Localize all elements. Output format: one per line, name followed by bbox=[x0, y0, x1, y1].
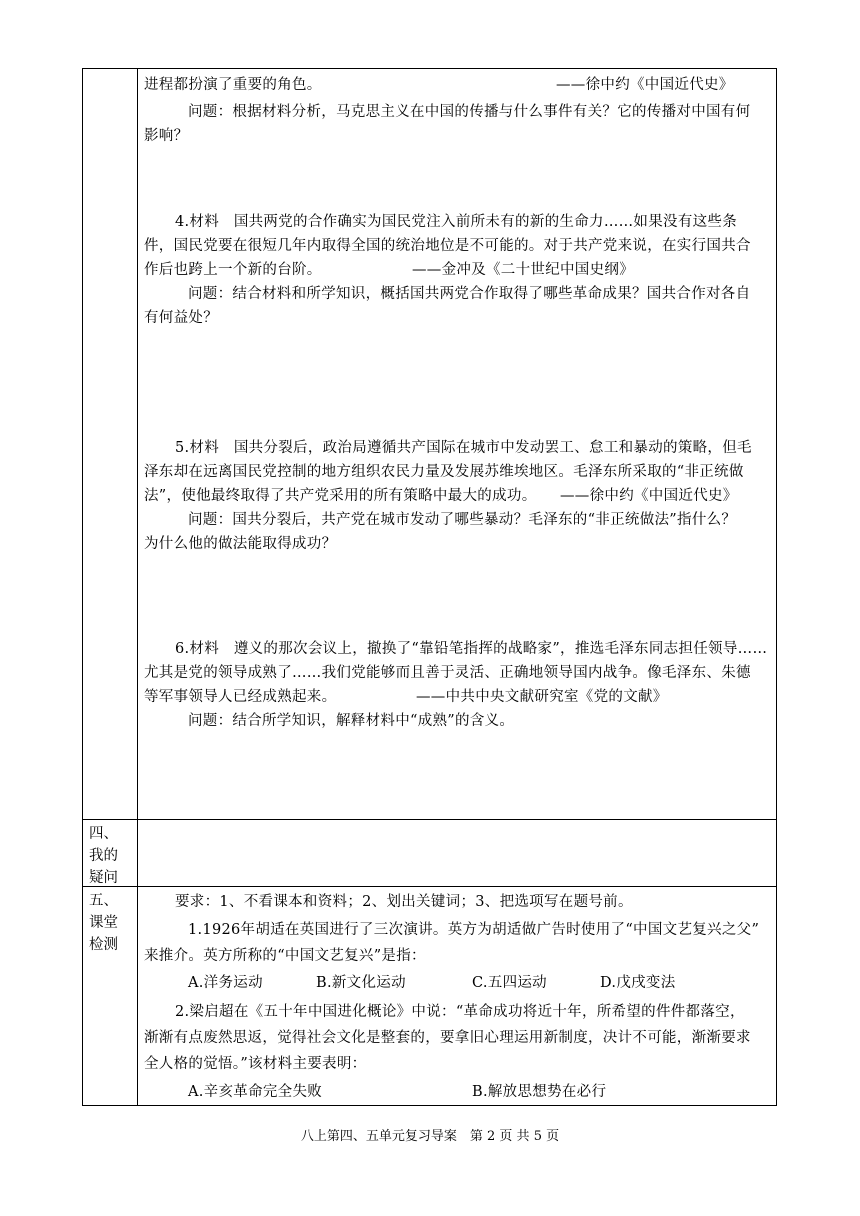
section4-label-line3: 疑问 bbox=[89, 870, 118, 886]
test-q2-line1: 2.梁启超在《五十年中国进化概论》中说：“革命成功将近十年，所希望的件件都落空， bbox=[175, 1004, 745, 1020]
item5-material-line2: 泽东却在远离国民党控制的地方组织农民力量及发展苏维埃地区。毛泽东所采取的“非正统做 bbox=[144, 464, 744, 480]
item3-question-line1: 问题：根据材料分析，马克思主义在中国的传播与什么事件有关？它的传播对中国有何 bbox=[188, 104, 751, 120]
item4-material-line3: 作后也跨上一个新的台阶。 bbox=[144, 262, 322, 278]
page-footer: 八上第四、五单元复习导案 第 2 页 共 5 页 bbox=[300, 1129, 560, 1144]
section5-label-line2: 课堂 bbox=[89, 915, 118, 931]
item6-material-line3: 等军事领导人已经成熟起来。 bbox=[144, 689, 337, 705]
test-q2-line2: 渐渐有点废然思返，觉得社会文化是整套的，要拿旧心理运用新制度，决计不可能，渐渐要求 bbox=[144, 1030, 751, 1046]
item4-material-line2: 件，国民党要在很短几年内取得全国的统治地位是不可能的。对于共产党来说，在实行国共合 bbox=[144, 238, 751, 254]
item6-question-line1: 问题：结合所学知识，解释材料中“成熟”的含义。 bbox=[188, 713, 515, 729]
item5-question-line1: 问题：国共分裂后，共产党在城市发动了哪些暴动？毛泽东的“非正统做法”指什么？ bbox=[188, 512, 737, 528]
section4-label-line1: 四、 bbox=[89, 826, 118, 842]
item4-source: ——金冲及《二十世纪中国史纲》 bbox=[412, 262, 634, 278]
test-q1-line1: 1.1926年胡适在英国进行了三次演讲。英方为胡适做广告时使用了“中国文艺复兴之父” bbox=[188, 922, 760, 938]
test-q1-option-d: D.戊戌变法 bbox=[600, 975, 676, 991]
item4-question-line2: 有何益处？ bbox=[144, 310, 218, 326]
item4-material-line1: 4.材料 国共两党的合作确实为国民党注入前所未有的新的生命力……如果没有这些条 bbox=[175, 214, 738, 230]
test-q1-option-a: A.洋务运动 bbox=[188, 975, 263, 991]
item5-question-line2: 为什么他的做法能取得成功？ bbox=[144, 536, 337, 552]
section5-label-line1: 五、 bbox=[89, 893, 118, 909]
test-q1-line2: 来推介。英方所称的“中国文艺复兴”是指： bbox=[144, 948, 426, 964]
item4-question-line1: 问题：结合材料和所学知识，概括国共两党合作取得了哪些革命成果？国共合作对各自 bbox=[188, 286, 751, 302]
item5-material-line3: 法”，使他最终取得了共产党采用的所有策略中最大的成功。 bbox=[144, 488, 537, 504]
item6-source: ——中共中央文献研究室《党的文献》 bbox=[416, 689, 668, 705]
item3-source: ——徐中约《中国近代史》 bbox=[556, 77, 734, 93]
item6-material-line1: 6.材料 遵义的那次会议上，撤换了“靠铅笔指挥的战略家”，推选毛泽东同志担任领导…… bbox=[175, 641, 768, 657]
test-q1-option-b: B.新文化运动 bbox=[316, 975, 406, 991]
row-divider-section5 bbox=[82, 886, 777, 887]
test-requirement: 要求：1、不看课本和资料；2、划出关键词；3、把选项写在题号前。 bbox=[175, 894, 633, 910]
section4-label-line2: 我的 bbox=[89, 848, 118, 864]
section5-label-line3: 检测 bbox=[89, 937, 118, 953]
column-divider bbox=[137, 68, 138, 1106]
test-q2-option-b: B.解放思想势在必行 bbox=[472, 1084, 607, 1100]
item3-question-line2: 影响？ bbox=[144, 128, 189, 144]
item5-source: ——徐中约《中国近代史》 bbox=[560, 488, 738, 504]
row-divider-section4 bbox=[82, 819, 777, 820]
test-q2-line3: 全人格的觉悟。”该材料主要表明： bbox=[144, 1056, 367, 1072]
test-q2-option-a: A.辛亥革命完全失败 bbox=[188, 1084, 323, 1100]
test-q1-option-c: C.五四运动 bbox=[472, 975, 547, 991]
item5-material-line1: 5.材料 国共分裂后，政治局遵循共产国际在城市中发动罢工、怠工和暴动的策略，但毛 bbox=[175, 440, 752, 456]
item6-material-line2: 尤其是党的领导成熟了……我们党能够而且善于灵活、正确地领导国内战争。像毛泽东、朱德 bbox=[144, 665, 751, 681]
item3-tail: 进程都扮演了重要的角色。 bbox=[144, 77, 322, 93]
